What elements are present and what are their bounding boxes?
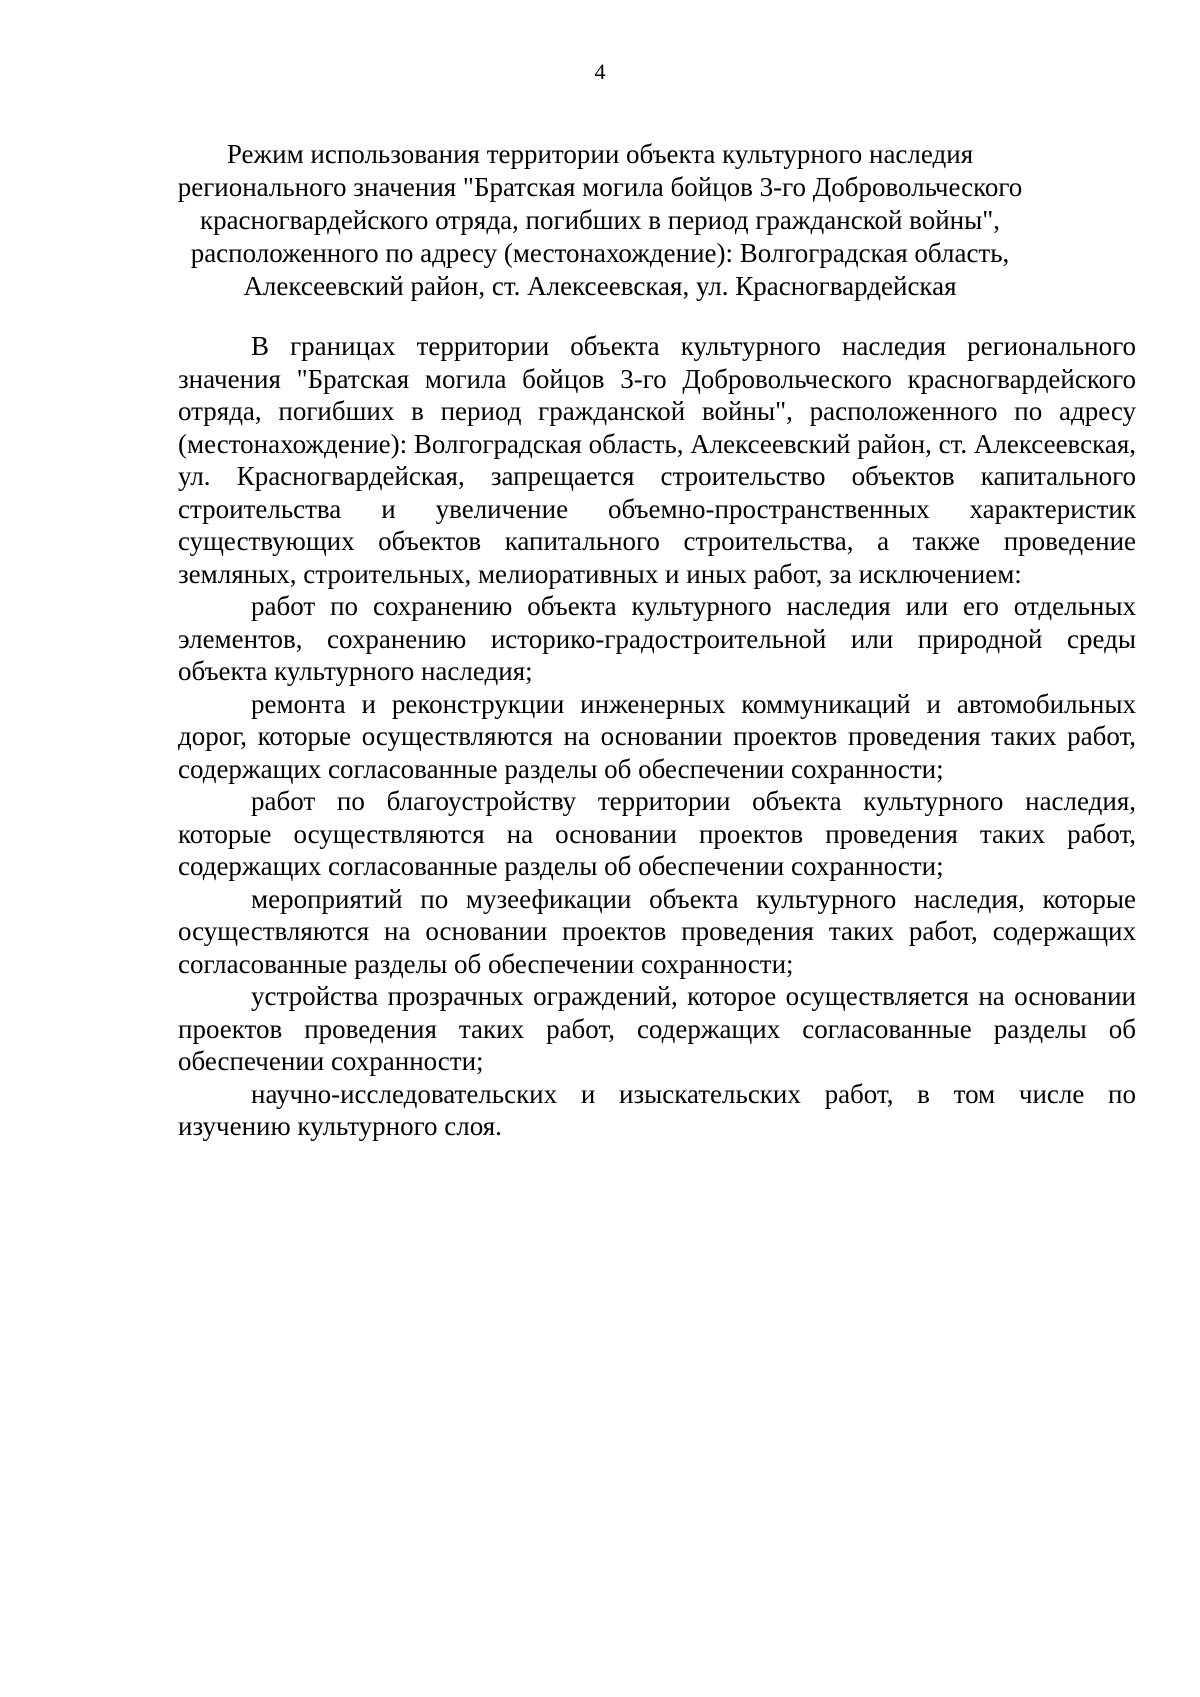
heading-line: регионального значения "Братская могила бойцов 3-го Добровольческого: [177, 172, 1023, 202]
document-heading: [160, 138, 1040, 303]
list-item-paragraph: работ по сохранению объекта культурного наследия или его отдельных элементов, сохранению историко-градостроительной или природной среды объекта культурного наследия;: [178, 591, 1136, 686]
list-item-paragraph: ремонта и реконструкции инженерных коммуникаций и автомобильных дорог, которые осуществляются на основании проектов проведения таких работ, содержащих согласованные разделы об обеспечении сохранности;: [178, 688, 1136, 784]
list-item-paragraph: научно-исследовательских и изыскательских работ, в том числе по изучению культурного слоя.: [178, 1078, 1136, 1141]
document-body: [178, 330, 1136, 1143]
list-item-paragraph: работ по благоустройству территории объекта культурного наследия, которые осуществляются на основании проектов проведения таких работ, содержащих согласованные разделы об обеспечении сохранности;: [178, 786, 1136, 881]
page-number: 4: [594, 59, 606, 84]
list-item-paragraph: мероприятий по музеефикации объекта культурного наследия, которые осуществляются на основании проектов проведения таких работ, содержащих согласованные разделы об обеспечении сохранности;: [178, 883, 1136, 979]
heading-line: красногвардейского отряда, погибших в период гражданской войны",: [199, 205, 1001, 235]
heading-line: расположенного по адресу (местонахождение): Волгоградская область,: [190, 238, 1010, 268]
heading-line: Алексеевский район, ст. Алексеевская, ул. Красногвардейская: [243, 271, 957, 301]
body-paragraph: В границах территории объекта культурного наследия регионального значения "Братская могила бойцов 3-го Добровольческого красногвардейского отряда, погибших в период гражданской войны", расположенного по адресу (местонахождение): Волгоградская область, Алексеевский район, ст. Алексеевская, ул. Красногвардейская, запрещается строительство объектов капитального строительства и увеличение объемно-пространственных характеристик существующих объектов капитального строительства, а также проведение земляных, строительных, мелиоративных и иных работ, за исключением:: [178, 331, 1136, 589]
heading-line: Режим использования территории объекта культурного наследия: [226, 139, 974, 169]
list-item-paragraph: устройства прозрачных ограждений, которое осуществляется на основании проектов проведения таких работ, содержащих согласованные разделы об обеспечении сохранности;: [178, 981, 1136, 1076]
